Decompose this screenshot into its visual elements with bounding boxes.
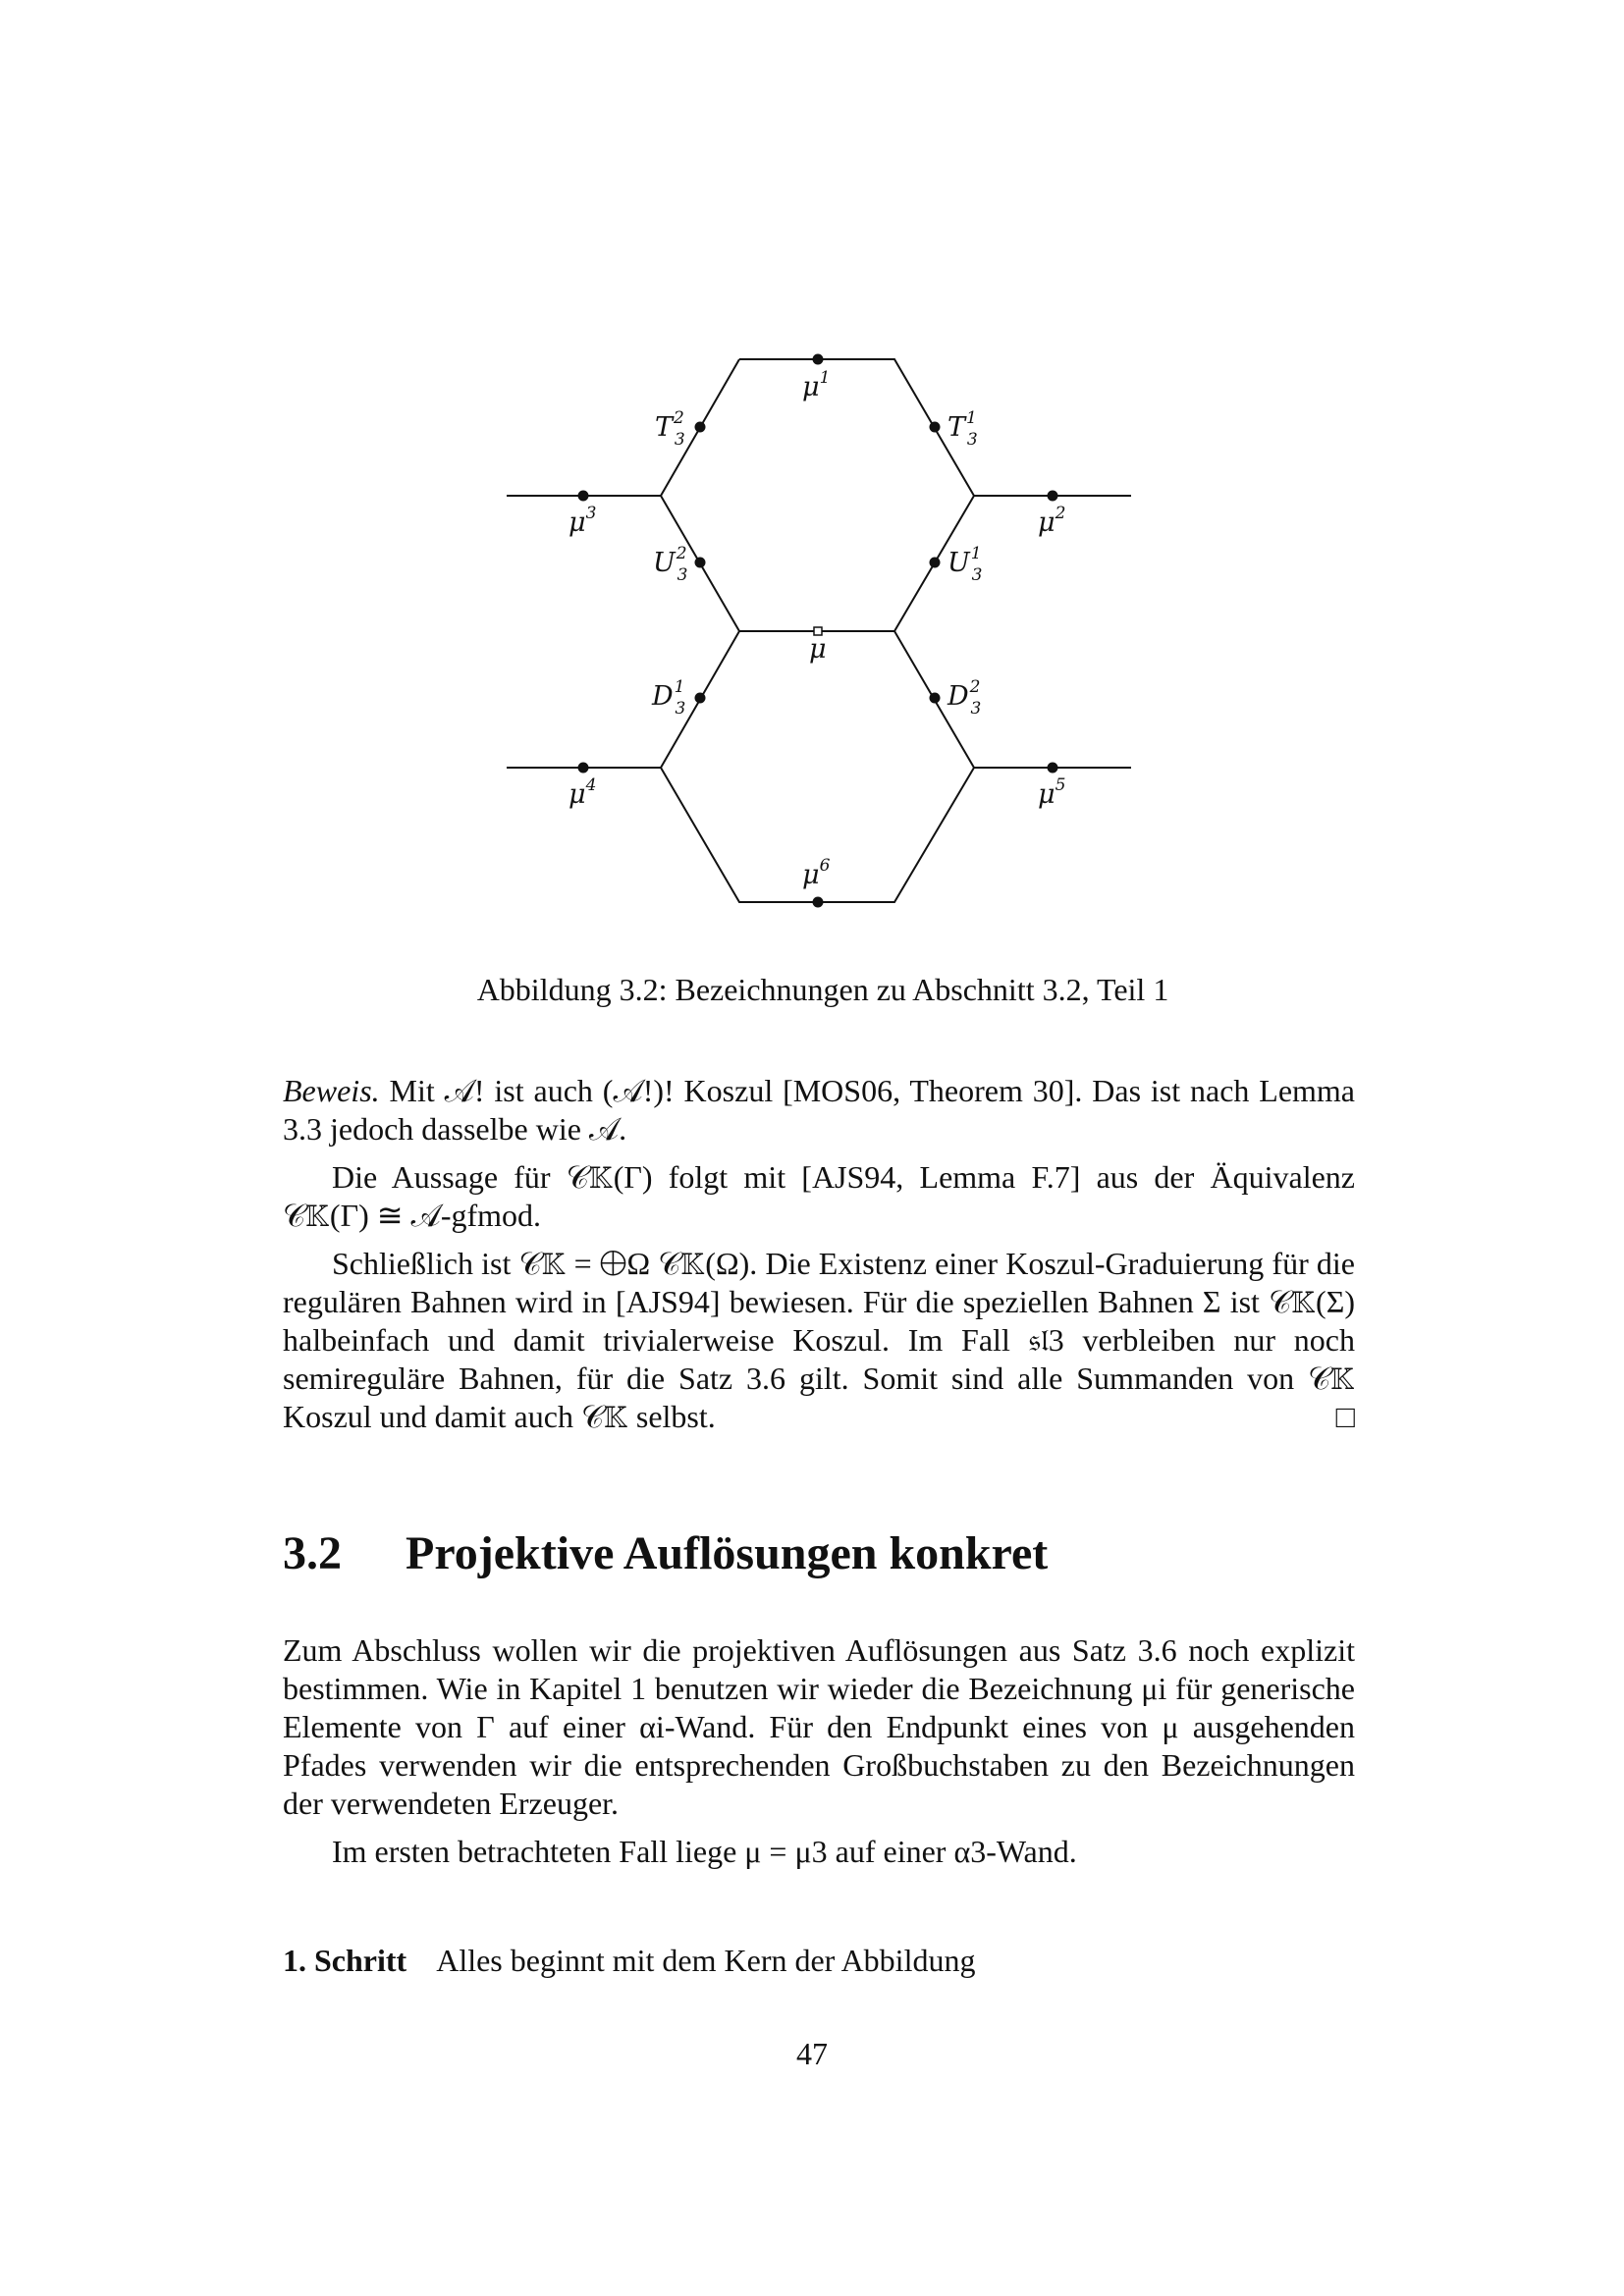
hexagon-figure — [0, 0, 1624, 942]
proof-p3-text: Schließlich ist 𝒞𝕂 = ⨁Ω 𝒞𝕂(Ω). Die Existenz einer Koszul-Graduierung für die regulären Bahnen wird in [AJS94] bewiesen. Für die speziellen Bahnen Σ ist 𝒞𝕂(Σ) halbeinfach und damit trivialerweise Koszul. Im Fall 𝔰𝔩3 verbleiben nur noch semireguläre Bahnen, für die Satz 3.6 gilt. Somit sind alle Summanden von 𝒞𝕂 Koszul und damit auch 𝒞𝕂 selbst. — [283, 1246, 1355, 1434]
dot-u-left — [695, 558, 706, 568]
dot-u-right — [930, 558, 941, 568]
dot-d-right — [930, 693, 941, 704]
label-mu5: $\mu^5$ — [1038, 775, 1066, 810]
dot-mu1 — [813, 354, 824, 365]
label-d-left: $D^1$ 3 — [652, 677, 686, 719]
section-heading — [283, 1526, 1048, 1580]
label-mu3: $\mu^3$ — [568, 504, 597, 538]
step-text: Alles beginnt mit dem Kern der Abbildung — [436, 1943, 976, 1978]
dot-mu2 — [1048, 491, 1058, 502]
dot-d-left — [695, 693, 706, 704]
proof-p1-text: Mit 𝒜! ist auch (𝒜!)! Koszul [MOS06, Theorem 30]. Das ist nach Lemma 3.3 jedoch dasselbe wie 𝒜. — [283, 1073, 1356, 1147]
proof-paragraph-1 — [283, 1072, 1355, 1148]
figure-caption — [283, 972, 1363, 1008]
label-d-right: $D^2$ 3 — [947, 677, 982, 719]
caption-text: Bezeichnungen zu Abschnitt 3.2, Teil 1 — [675, 972, 1169, 1007]
section-paragraph-1: Zum Abschluss wollen wir die projektiven Auflösungen aus Satz 3.6 noch explizit bestimmen. Wie in Kapitel 1 benutzen wir wieder die Bezeichnung μi für generische Elemente von Γ auf einer αi-Wand. Für den Endpunkt eines von μ ausgehenden Pfades verwenden wir die entsprechenden Großbuchstaben zu den Bezeichnungen der verwendeten Erzeuger. — [283, 1632, 1355, 1821]
section-paragraph-2: Im ersten betrachteten Fall liege μ = μ3 auf einer α3-Wand. — [332, 1834, 1077, 1869]
proof-paragraph-3 — [283, 1245, 1355, 1436]
step-label: 1. Schritt — [283, 1943, 407, 1978]
dot-mu3 — [578, 491, 589, 502]
dot-t-right — [930, 422, 941, 433]
label-mu-center: μ — [809, 634, 827, 665]
qed-symbol: □ — [1335, 1399, 1355, 1434]
proof-paragraph-2: Die Aussage für 𝒞𝕂(Γ) folgt mit [AJS94, Lemma F.7] aus der Äquivalenz 𝒞𝕂(Γ) ≅ 𝒜-gfmod. — [283, 1159, 1355, 1233]
dot-mu6 — [813, 897, 824, 908]
label-mu2: $\mu^2$ — [1038, 504, 1066, 538]
section-number: 3.2 — [283, 1527, 342, 1579]
label-t-left: $T^2$ 3 — [655, 408, 685, 450]
proof-lead: Beweis. — [283, 1073, 380, 1108]
page-number: 47 — [796, 2036, 828, 2071]
label-mu4: $\mu^4$ — [568, 775, 597, 810]
label-mu6: $\mu^6$ — [802, 856, 831, 890]
section-title-text: Projektive Auflösungen konkret — [406, 1527, 1049, 1579]
dot-mu4 — [578, 763, 589, 774]
label-mu1: $\mu^1$ — [802, 368, 831, 402]
section-body — [283, 1631, 1355, 1871]
label-u-right: $U^1$ 3 — [947, 544, 983, 585]
label-u-left: $U^2$ 3 — [653, 544, 688, 585]
label-t-right: $T^1$ 3 — [947, 408, 978, 450]
proof-block — [283, 1072, 1355, 1436]
dot-t-left — [695, 422, 706, 433]
dot-mu5 — [1048, 763, 1058, 774]
step-line — [283, 1943, 975, 1979]
caption-label: Abbildung 3.2: — [476, 972, 668, 1007]
